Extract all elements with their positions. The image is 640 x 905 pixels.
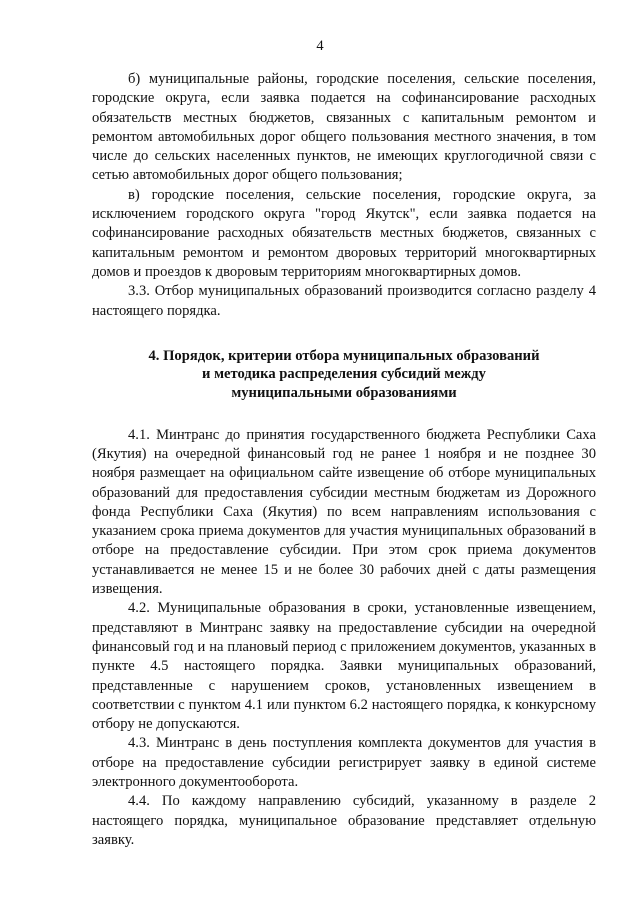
section-4-heading [92, 347, 596, 403]
paragraph-4-2: 4.2. Муниципальные образования в сроки, установленные извещением, представляют в Минтранс заявку на предоставление субсидии на очередной финансовый год и на плановый период с приложением документов, указанных в пункте 4.5 настоящего порядка. Заявки муниципальных образований, представленные с нарушением сроков, установленных извещением в соответствии с пунктом 4.1 или пунктом 6.2 настоящего порядка, к конкурсному отбору не допускаются. [92, 600, 596, 733]
paragraph-4-3: 4.3. Минтранс в день поступления комплекта документов для участия в отборе на предоставление субсидии регистрирует заявку в единой системе электронного документооборота. [92, 735, 596, 790]
heading-line-2: и методика распределения субсидий между [202, 366, 486, 383]
paragraph-3-3: 3.3. Отбор муниципальных образований производится согласно разделу 4 настоящего порядка. [92, 283, 596, 319]
page-number: 4 [316, 38, 324, 54]
heading-line-1: 4. Порядок, критерии отбора муниципальных образований [148, 347, 540, 364]
paragraph-v: в) городские поселения, сельские поселения, городские округа, за исключением городского округа "город Якутск", если заявка подается на софинансирование расходных обязательств местных бюджетов, связанных с капитальным ремонтом и ремонтом дворовых территорий многоквартирных домов и проездов к дворовым территориям многоквартирных домов. [92, 186, 596, 280]
heading-line-3: муниципальными образованиями [231, 385, 457, 402]
document-body [92, 70, 596, 850]
paragraph-b: б) муниципальные районы, городские поселения, сельские поселения, городские округа, если заявка подается на софинансирование расходных обязательств местных бюджетов, связанных с капитальным ремонтом и ремонтом автомобильных дорог общего пользования местного значения, в том числе до сельских населенных пунктов, не имеющих круглогодичной связи с сетью автомобильных дорог общего пользования; [92, 71, 596, 184]
paragraph-4-1: 4.1. Минтранс до принятия государственного бюджета Республики Саха (Якутия) на очередной финансовый год не ранее 1 ноября и не позднее 30 ноября размещает на официальном сайте извещение об отборе муниципальных образований для предоставления субсидии местным бюджетам из Дорожного фонда Республики Саха (Якутия) по всем направлениям использования с указанием срока приема документов для участия муниципальных образований в отборе на предоставление субсидии. При этом срок приема документов устанавливается не менее 15 и не более 30 рабочих дней с даты размещения извещения. [92, 426, 596, 598]
paragraph-4-4: 4.4. По каждому направлению субсидий, указанному в разделе 2 настоящего порядка, муниципальное образование представляет отдельную заявку. [92, 793, 596, 848]
